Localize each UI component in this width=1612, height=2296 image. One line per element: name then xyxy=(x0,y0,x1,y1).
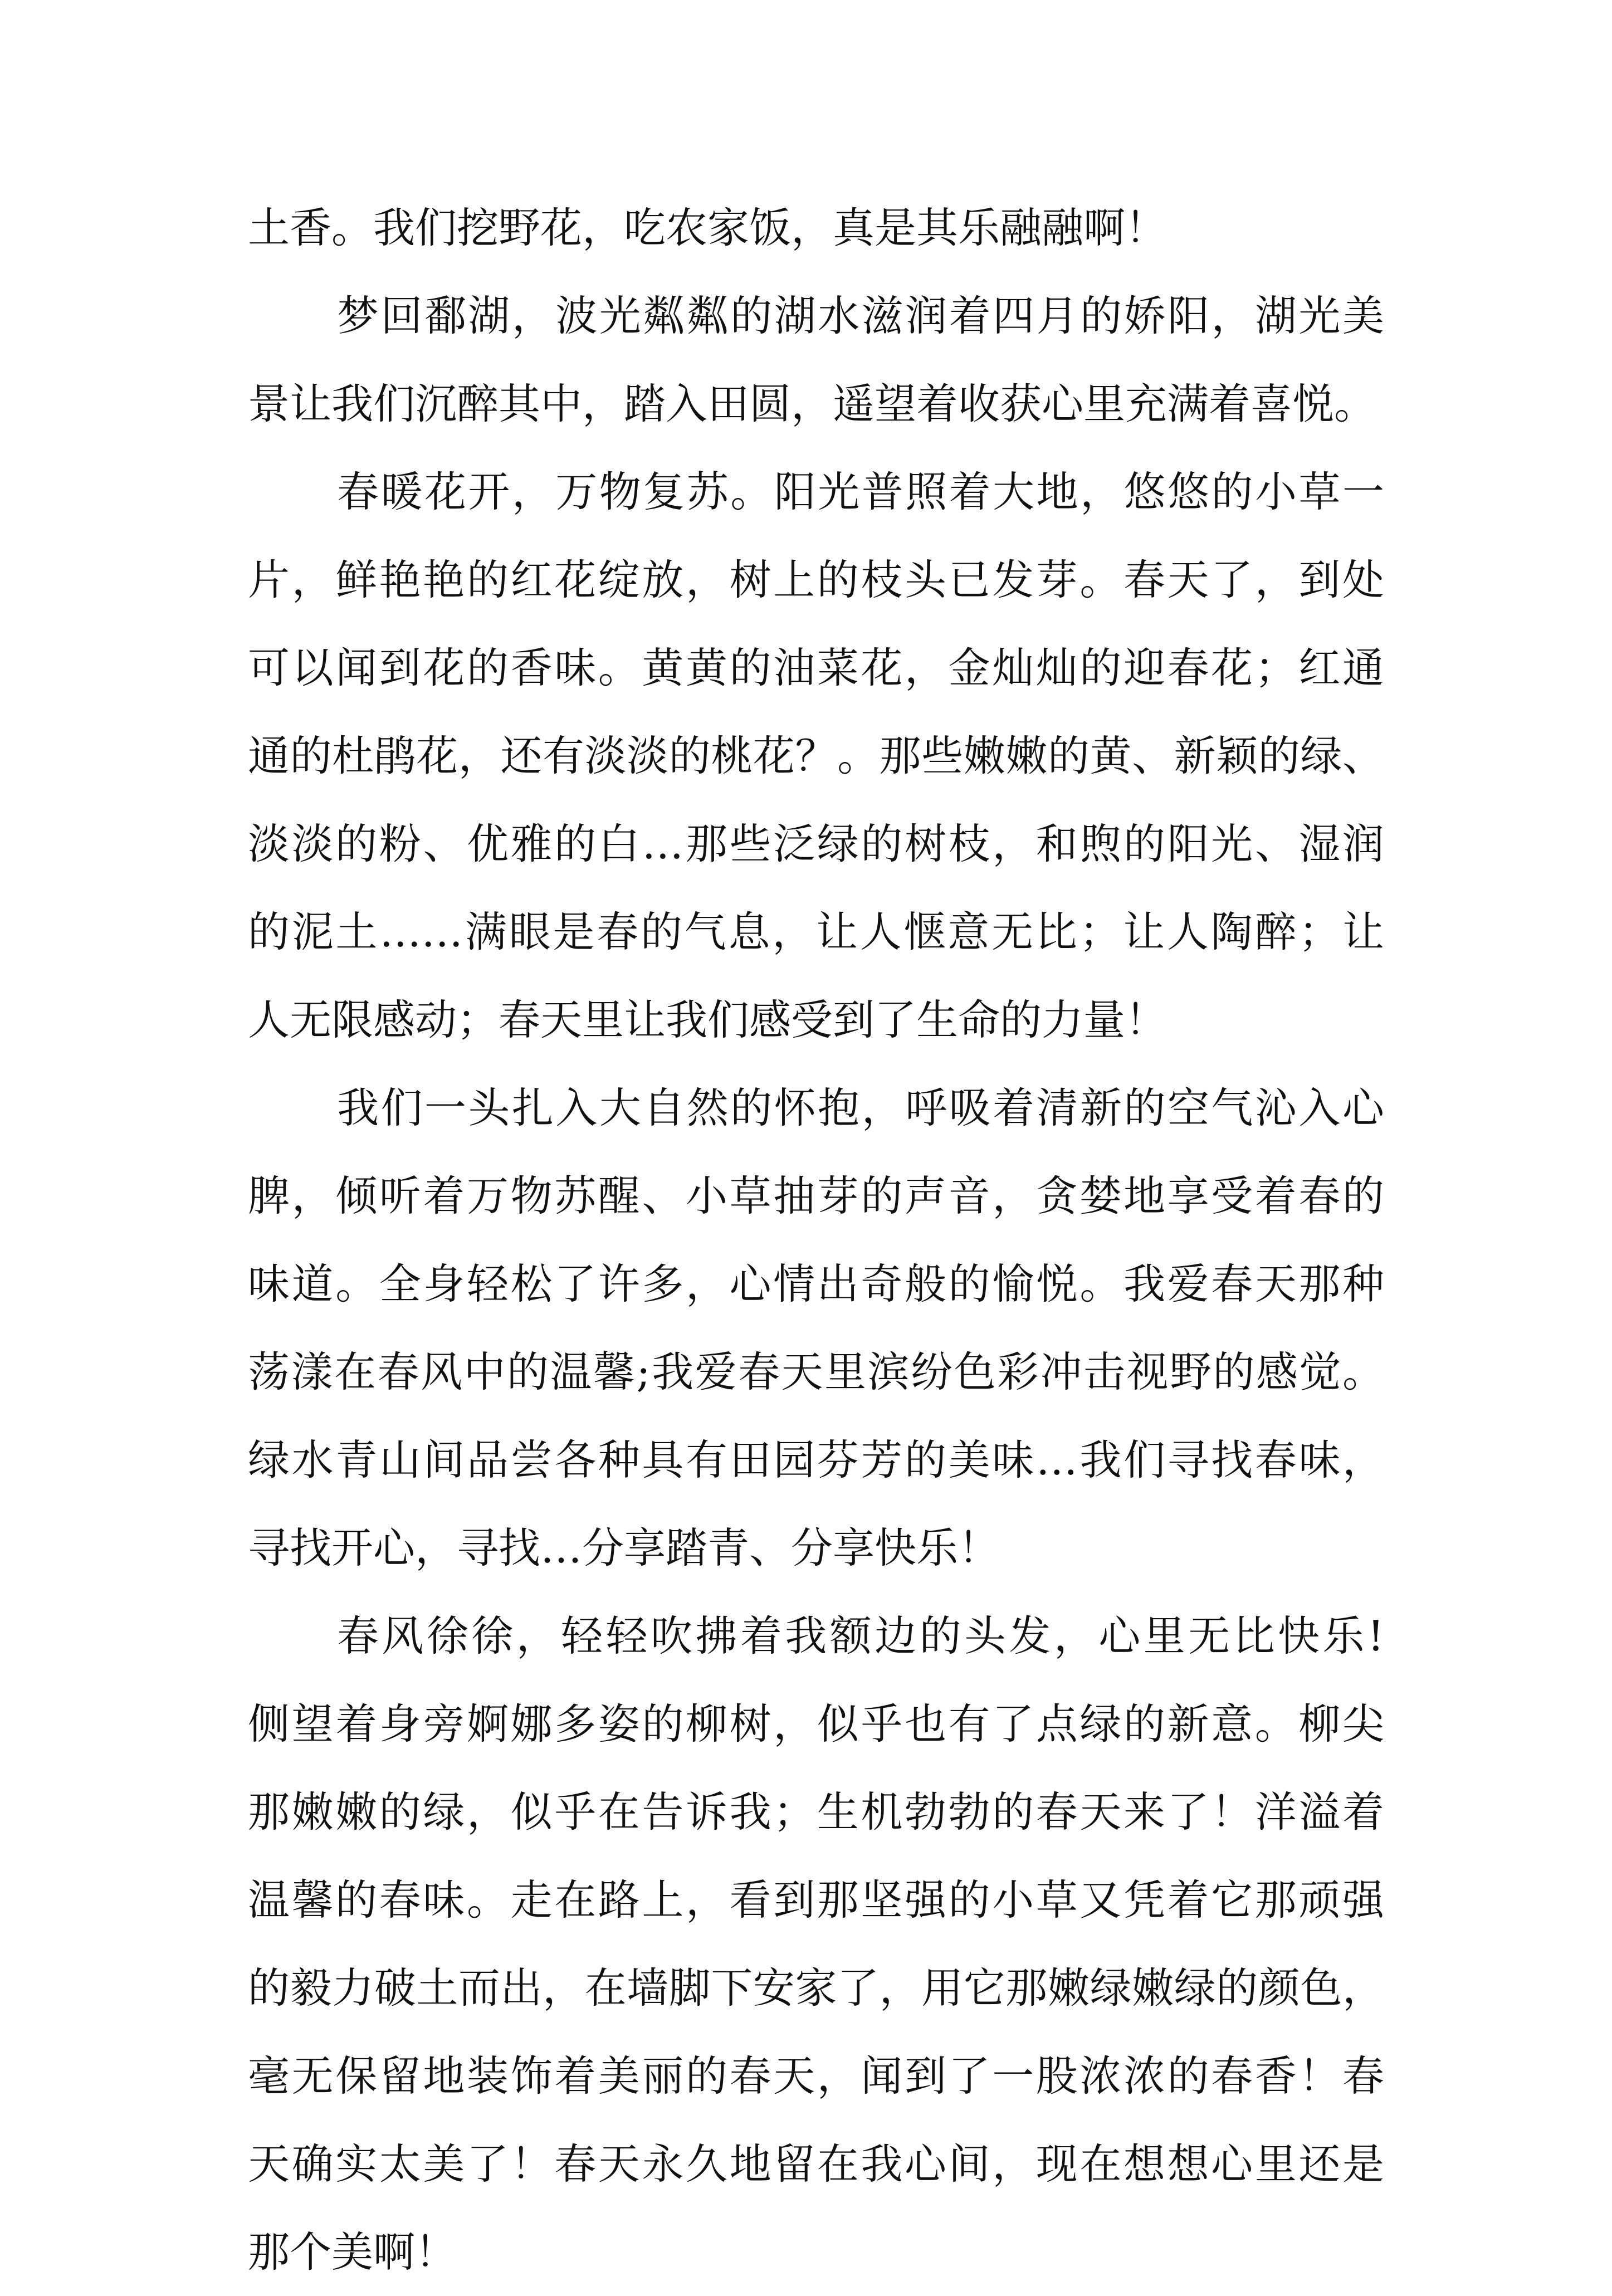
text-line: 绿水青山间品尝各种具有田园芬芳的美味…我们寻找春味， xyxy=(248,1435,1384,1484)
text-line: 那个美啊！ xyxy=(248,2227,457,2277)
text-line: 侧望着身旁婀娜多姿的柳树，似乎也有了点绿的新意。柳尖 xyxy=(248,1699,1384,1748)
body-text xyxy=(248,184,1384,2296)
text-line: 味道。全身轻松了许多，心情出奇般的愉悦。我爱春天那种 xyxy=(248,1259,1384,1308)
text-line: 通的杜鹃花，还有淡淡的桃花？。那些嫩嫩的黄、新颖的绿、 xyxy=(248,731,1384,780)
text-line: 春风徐徐，轻轻吹拂着我额边的头发，心里无比快乐! xyxy=(337,1611,1384,1660)
text-line: 可以闻到花的香味。黄黄的油菜花，金灿灿的迎春花；红通 xyxy=(248,643,1384,692)
text-line: 春暖花开，万物复苏。阳光普照着大地，悠悠的小草一 xyxy=(337,467,1384,516)
text-line: 的泥土……满眼是春的气息，让人惬意无比；让人陶醉；让 xyxy=(248,907,1384,956)
text-line: 寻找开心，寻找…分享踏青、分享快乐！ xyxy=(248,1523,1000,1572)
text-line: 片，鲜艳艳的红花绽放，树上的枝头已发芽。春天了，到处 xyxy=(248,555,1384,604)
text-line: 的毅力破土而出，在墙脚下安家了，用它那嫩绿嫩绿的颜色， xyxy=(248,1963,1384,2012)
text-line: 荡漾在春风中的温馨;我爱春天里滨纷色彩冲击视野的感觉。 xyxy=(248,1347,1384,1396)
text-line: 天确实太美了！春天永久地留在我心间，现在想想心里还是 xyxy=(248,2139,1384,2188)
text-line: 景让我们沉醉其中，踏入田圆，遥望着收获心里充满着喜悦。 xyxy=(248,379,1376,428)
text-line: 土香。我们挖野花，吃农家饭，真是其乐融融啊！ xyxy=(248,203,1168,252)
text-line: 淡淡的粉、优雅的白…那些泛绿的树枝，和煦的阳光、湿润 xyxy=(248,819,1384,868)
text-line: 那嫩嫩的绿，似乎在告诉我；生机勃勃的春天来了！洋溢着 xyxy=(248,1787,1384,1836)
text-line: 人无限感动；春天里让我们感受到了生命的力量！ xyxy=(248,995,1168,1044)
text-line: 我们一头扎入大自然的怀抱，呼吸着清新的空气沁入心 xyxy=(337,1083,1384,1132)
text-line: 温馨的春味。走在路上，看到那坚强的小草又凭着它那顽强 xyxy=(248,1875,1384,1924)
text-line: 毫无保留地装饰着美丽的春天，闻到了一股浓浓的春香！春 xyxy=(248,2051,1384,2100)
text-line: 脾，倾听着万物苏醒、小草抽芽的声音，贪婪地享受着春的 xyxy=(248,1171,1384,1220)
text-line: 梦回鄱湖，波光粼粼的湖水滋润着四月的娇阳，湖光美 xyxy=(337,291,1384,340)
